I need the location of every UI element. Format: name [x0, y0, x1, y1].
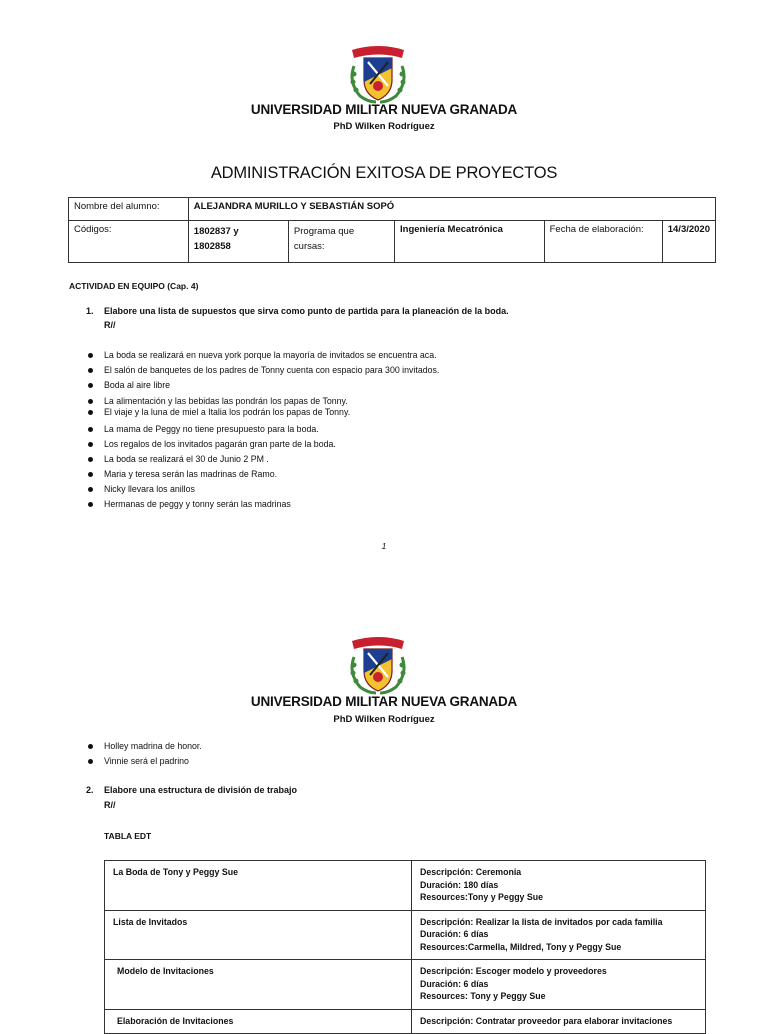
table-row — [105, 1009, 706, 1034]
university-crest-icon — [346, 633, 410, 697]
professor-name: PhD Wilken Rodríguez — [333, 121, 435, 132]
assumptions-list-continued — [86, 739, 202, 769]
edt-item-details: Descripción: Escoger modelo y proveedores Duración: 6 días Resources: Tony y Peggy Sue — [412, 960, 706, 1010]
list-item: Vinnie será el padrino — [86, 754, 202, 769]
answer-marker-2: R// — [104, 800, 116, 810]
student-value: ALEJANDRA MURILLO Y SEBASTIÁN SOPÓ — [188, 198, 715, 221]
page-number: 1 — [381, 541, 387, 551]
edt-item-details: Descripción: Ceremonia Duración: 180 días Resources:Tony y Peggy Sue — [412, 861, 706, 911]
activity-heading: ACTIVIDAD EN EQUIPO (Cap. 4) — [69, 281, 199, 291]
table-row — [105, 861, 706, 911]
list-item: La alimentación y las bebidas las pondrán los papas de Tonny. — [86, 396, 439, 407]
program-value: Ingeniería Mecatrónica — [395, 221, 545, 263]
professor-name: PhD Wilken Rodríguez — [333, 714, 435, 725]
university-crest-icon — [346, 42, 410, 106]
table-row — [105, 960, 706, 1010]
edt-item-name: Elaboración de Invitaciones — [105, 1009, 412, 1034]
list-item: Maria y teresa serán las madrinas de Ramo. — [86, 467, 439, 482]
list-item: Holley madrina de honor. — [86, 739, 202, 754]
edt-item-details: Descripción: Contratar proveedor para elaborar invitaciones — [412, 1009, 706, 1034]
date-label: Fecha de elaboración: — [544, 221, 662, 263]
list-item: El salón de banquetes de los padres de Tonny cuenta con espacio para 300 invitados. — [86, 363, 439, 378]
edt-table — [104, 860, 706, 1034]
list-item: La mama de Peggy no tiene presupuesto para la boda. — [86, 422, 439, 437]
list-item: El viaje y la luna de miel a Italia los podrán los papas de Tonny. — [86, 407, 439, 422]
list-item: Hermanas de peggy y tonny serán las madrinas — [86, 497, 439, 512]
list-item: Boda al aire libre — [86, 378, 439, 396]
program-label: Programa que cursas: — [288, 221, 394, 263]
question-1: 1. Elabore una lista de supuestos que sirva como punto de partida para la planeación de la boda. — [86, 306, 509, 316]
codes-value: 1802837 y 1802858 — [188, 221, 288, 263]
codes-label: Códigos: — [69, 221, 189, 263]
page-2 — [0, 575, 768, 1024]
student-label: Nombre del alumno: — [69, 198, 189, 221]
list-item: La boda se realizará en nueva york porque la mayoría de invitados se encuentra aca. — [86, 348, 439, 363]
student-info-table — [68, 197, 716, 263]
university-name: UNIVERSIDAD MILITAR NUEVA GRANADA — [250, 102, 518, 117]
assumptions-list — [86, 348, 439, 512]
document-title: ADMINISTRACIÓN EXITOSA DE PROYECTOS — [210, 164, 558, 182]
question-2: 2. Elabore una estructura de división de trabajo — [86, 785, 298, 795]
table-label: TABLA EDT — [104, 831, 152, 841]
list-item: La boda se realizará el 30 de Junio 2 PM . — [86, 452, 439, 467]
date-value: 14/3/2020 — [662, 221, 715, 263]
answer-marker-1: R// — [104, 320, 116, 330]
edt-item-name: Modelo de Invitaciones — [105, 960, 412, 1010]
edt-item-name: La Boda de Tony y Peggy Sue — [105, 861, 412, 911]
edt-item-name: Lista de Invitados — [105, 910, 412, 960]
university-name: UNIVERSIDAD MILITAR NUEVA GRANADA — [250, 694, 518, 709]
edt-item-details: Descripción: Realizar la lista de invitados por cada familia Duración: 6 días Resources:Carmella, Mildred, Tony y Peggy Sue — [412, 910, 706, 960]
list-item: Nicky llevara los anillos — [86, 482, 439, 497]
table-row — [105, 910, 706, 960]
list-item: Los regalos de los invitados pagarán gran parte de la boda. — [86, 437, 439, 452]
